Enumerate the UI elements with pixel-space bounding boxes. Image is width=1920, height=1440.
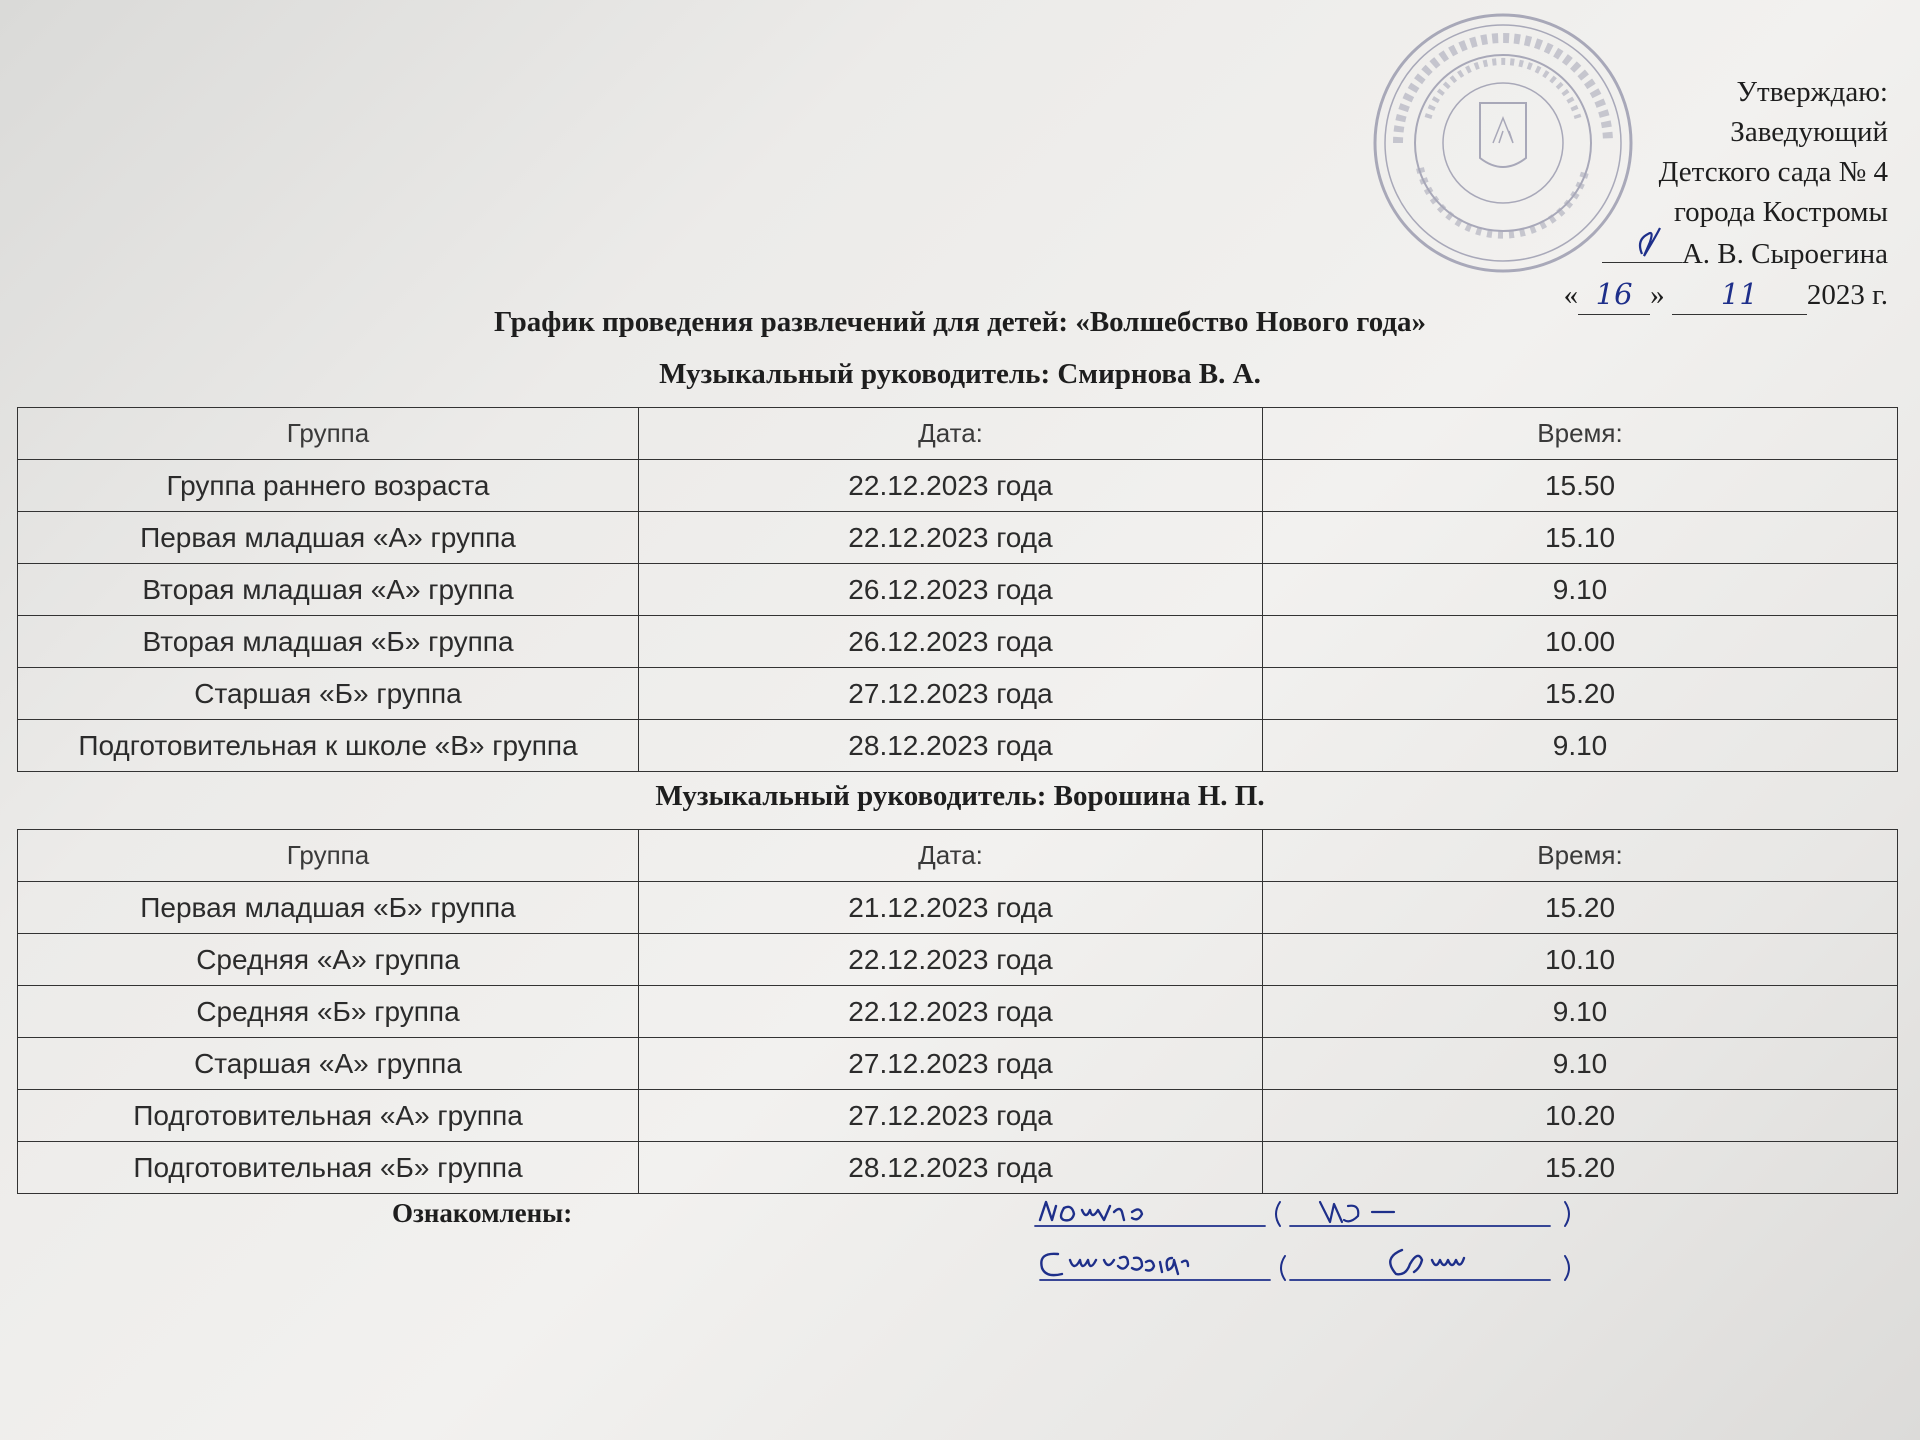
date-cell: 28.12.2023 года xyxy=(639,720,1263,772)
time-cell: 15.20 xyxy=(1263,1142,1898,1194)
section2-heading: Музыкальный руководитель: Ворошина Н. П. xyxy=(655,780,1265,812)
quote-close: » xyxy=(1650,279,1665,311)
time-cell: 9.10 xyxy=(1263,986,1898,1038)
date-cell: 26.12.2023 года xyxy=(639,564,1263,616)
handwritten-signature-icon xyxy=(1030,1192,1610,1302)
time-cell: 10.00 xyxy=(1263,616,1898,668)
group-cell: Подготовительная «Б» группа xyxy=(18,1142,639,1194)
date-cell: 21.12.2023 года xyxy=(639,882,1263,934)
table-row xyxy=(18,1142,1898,1194)
table-row xyxy=(18,720,1898,772)
time-cell: 9.10 xyxy=(1263,564,1898,616)
group-cell: Вторая младшая «Б» группа xyxy=(18,616,639,668)
column-header-time: Время: xyxy=(1263,830,1898,882)
group-cell: Средняя «А» группа xyxy=(18,934,639,986)
table-row xyxy=(18,460,1898,512)
column-header-group: Группа xyxy=(18,408,639,460)
date-cell: 27.12.2023 года xyxy=(639,1038,1263,1090)
time-cell: 15.10 xyxy=(1263,512,1898,564)
time-cell: 10.10 xyxy=(1263,934,1898,986)
table-row xyxy=(18,668,1898,720)
group-cell: Подготовительная «А» группа xyxy=(18,1090,639,1142)
date-cell: 22.12.2023 года xyxy=(639,512,1263,564)
approver-name: А. В. Сыроегина xyxy=(1681,238,1888,270)
date-cell: 27.12.2023 года xyxy=(639,668,1263,720)
schedule-table-2 xyxy=(17,829,1898,1194)
section1-heading: Музыкальный руководитель: Смирнова В. А. xyxy=(659,358,1261,390)
date-cell: 22.12.2023 года xyxy=(639,986,1263,1038)
table-header-row xyxy=(18,408,1898,460)
group-cell: Старшая «А» группа xyxy=(18,1038,639,1090)
approver-position: Заведующий xyxy=(1730,116,1888,148)
approval-block xyxy=(1468,72,1888,315)
time-cell: 9.10 xyxy=(1263,720,1898,772)
approval-month: 11 xyxy=(1672,274,1807,315)
date-cell: 22.12.2023 года xyxy=(639,934,1263,986)
acquainted-label: Ознакомлены: xyxy=(392,1198,573,1228)
group-cell: Подготовительная к школе «В» группа xyxy=(18,720,639,772)
time-cell: 10.20 xyxy=(1263,1090,1898,1142)
group-cell: Первая младшая «Б» группа xyxy=(18,882,639,934)
quote-open: « xyxy=(1563,279,1579,311)
table-row xyxy=(18,882,1898,934)
table-row xyxy=(18,934,1898,986)
approver-org-line2: города Костромы xyxy=(1673,196,1888,228)
approver-signature-line xyxy=(1468,232,1888,274)
time-cell: 9.10 xyxy=(1263,1038,1898,1090)
group-cell: Первая младшая «А» группа xyxy=(18,512,639,564)
table-row xyxy=(18,512,1898,564)
column-header-date: Дата: xyxy=(639,408,1263,460)
column-header-date: Дата: xyxy=(639,830,1263,882)
date-cell: 28.12.2023 года xyxy=(639,1142,1263,1194)
group-cell: Группа раннего возраста xyxy=(18,460,639,512)
date-cell: 27.12.2023 года xyxy=(639,1090,1263,1142)
handwritten-signature-icon xyxy=(1602,232,1682,263)
approval-day: 16 xyxy=(1578,274,1650,315)
time-cell: 15.20 xyxy=(1263,882,1898,934)
group-cell: Средняя «Б» группа xyxy=(18,986,639,1038)
table-header-row xyxy=(18,830,1898,882)
time-cell: 15.50 xyxy=(1263,460,1898,512)
table-row xyxy=(18,1090,1898,1142)
column-header-time: Время: xyxy=(1263,408,1898,460)
table-row xyxy=(18,1038,1898,1090)
approver-org-line1: Детского сада № 4 xyxy=(1658,156,1888,188)
time-cell: 15.20 xyxy=(1263,668,1898,720)
column-header-group: Группа xyxy=(18,830,639,882)
document-title: График проведения развлечений для детей: «Волшебство Нового года» xyxy=(493,306,1427,338)
table-row xyxy=(18,564,1898,616)
date-cell: 26.12.2023 года xyxy=(639,616,1263,668)
table-row xyxy=(18,986,1898,1038)
group-cell: Старшая «Б» группа xyxy=(18,668,639,720)
date-cell: 22.12.2023 года xyxy=(639,460,1263,512)
approve-label: Утверждаю: xyxy=(1736,76,1888,108)
schedule-table-1 xyxy=(17,407,1898,772)
approval-year: 2023 г. xyxy=(1806,279,1888,311)
table-row xyxy=(18,616,1898,668)
group-cell: Вторая младшая «А» группа xyxy=(18,564,639,616)
